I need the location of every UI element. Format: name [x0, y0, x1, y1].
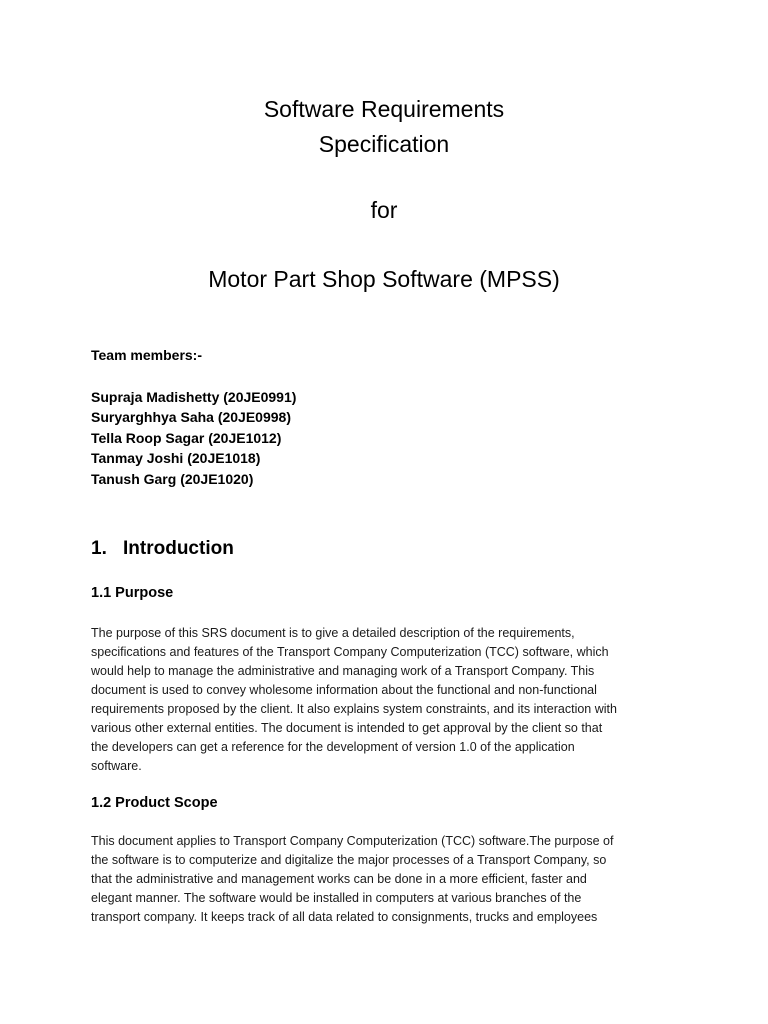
section-heading-introduction — [91, 537, 234, 561]
title-line-2: Specification — [318, 131, 450, 157]
paragraph-line: specifications and features of the Transport Company Computerization (TCC) software, which — [91, 645, 609, 659]
section-title: Introduction — [123, 538, 234, 559]
title-product: Motor Part Shop Software (MPSS) — [208, 266, 560, 292]
team-member: Supraja Madishetty (20JE0991) — [91, 388, 297, 405]
paragraph-line: requirements proposed by the client. It also explains system constraints, and its interaction with — [91, 702, 617, 716]
paragraph-line: that the administrative and management works can be done in a more efficient, faster and — [91, 872, 587, 886]
title-for: for — [370, 197, 398, 223]
paragraph-line: document is used to convey wholesome information about the functional and non-functional — [91, 683, 597, 697]
team-member: Suryarghhya Saha (20JE0998) — [91, 409, 291, 425]
paragraph-line: the software is to computerize and digitalize the major processes of a Transport Company, so — [91, 853, 607, 867]
document-title — [0, 92, 768, 162]
paragraph-line: This document applies to Transport Company Computerization (TCC) software.The purpose of — [91, 834, 614, 848]
paragraph-line: the developers can get a reference for the development of version 1.0 of the application — [91, 740, 575, 754]
paragraph-line: The purpose of this SRS document is to give a detailed description of the requirements, — [91, 626, 575, 640]
subsection-heading-product-scope: 1.2 Product Scope — [91, 795, 218, 811]
product-scope-paragraph — [91, 832, 681, 927]
paragraph-line: various other external entities. The document is intended to get approval by the client so that — [91, 721, 603, 735]
team-member: Tella Roop Sagar (20JE1012) — [91, 429, 282, 446]
team-members-block — [91, 345, 296, 489]
team-member: Tanmay Joshi (20JE1018) — [91, 450, 261, 466]
title-line-1: Software Requirements — [263, 96, 505, 122]
paragraph-line: would help to manage the administrative and managing work of a Transport Company. This — [91, 664, 595, 678]
paragraph-line: software. — [91, 759, 142, 773]
paragraph-line: transport company. It keeps track of all data related to consignments, trucks and employees — [91, 910, 598, 924]
section-number: 1. — [91, 538, 107, 559]
team-label: Team members:- — [91, 347, 203, 363]
team-member: Tanush Garg (20JE1020) — [91, 470, 254, 487]
purpose-paragraph — [91, 624, 681, 776]
paragraph-line: elegant manner. The software would be installed in computers at various branches of the — [91, 891, 582, 905]
subsection-heading-purpose: 1.1 Purpose — [91, 585, 174, 601]
